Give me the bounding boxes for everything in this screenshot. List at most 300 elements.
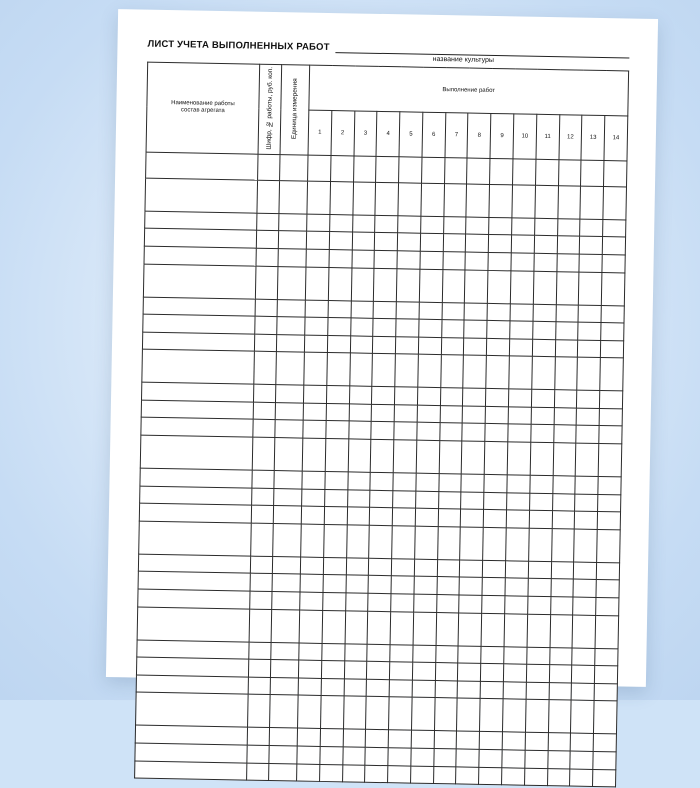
cell-day-2[interactable] bbox=[328, 318, 351, 336]
cell-unit[interactable] bbox=[271, 609, 300, 643]
cell-day-9[interactable] bbox=[485, 406, 508, 424]
cell-unit[interactable] bbox=[276, 352, 305, 386]
cell-day-3[interactable] bbox=[348, 439, 371, 472]
cell-day-4[interactable] bbox=[369, 525, 392, 558]
cell-day-6[interactable] bbox=[419, 302, 442, 320]
cell-day-10[interactable] bbox=[512, 185, 535, 218]
cell-day-4[interactable] bbox=[369, 558, 392, 576]
cell-day-14[interactable] bbox=[601, 305, 624, 323]
cell-unit[interactable] bbox=[278, 231, 306, 249]
cell-day-13[interactable] bbox=[575, 511, 598, 529]
cell-day-5[interactable] bbox=[396, 268, 419, 301]
cell-day-3[interactable] bbox=[350, 336, 373, 354]
cell-shifr[interactable] bbox=[253, 402, 275, 420]
cell-day-5[interactable] bbox=[391, 594, 414, 612]
cell-day-8[interactable] bbox=[456, 767, 479, 785]
cell-day-10[interactable] bbox=[511, 253, 534, 271]
cell-day-14[interactable] bbox=[599, 408, 622, 426]
cell-day-14[interactable] bbox=[600, 358, 623, 391]
cell-day-13[interactable] bbox=[578, 340, 601, 358]
cell-day-1[interactable] bbox=[298, 678, 321, 696]
cell-day-4[interactable] bbox=[365, 747, 388, 765]
cell-day-3[interactable] bbox=[347, 490, 370, 508]
cell-day-6[interactable] bbox=[414, 559, 437, 577]
cell-day-4[interactable] bbox=[370, 472, 393, 490]
day-cell-1[interactable] bbox=[308, 155, 331, 181]
cell-day-13[interactable] bbox=[578, 305, 601, 323]
cell-day-7[interactable] bbox=[437, 577, 460, 595]
cell-day-5[interactable] bbox=[389, 697, 412, 730]
cell-day-10[interactable] bbox=[509, 356, 532, 389]
cell-work-name[interactable] bbox=[135, 725, 247, 745]
cell-unit[interactable] bbox=[279, 213, 307, 231]
cell-day-14[interactable] bbox=[601, 340, 624, 358]
cell-day-2[interactable] bbox=[323, 524, 346, 557]
cell-work-name[interactable] bbox=[136, 657, 248, 677]
cell-day-10[interactable] bbox=[508, 424, 531, 442]
cell-day-12[interactable] bbox=[549, 665, 572, 683]
day-cell-8[interactable] bbox=[467, 158, 490, 184]
cell-day-12[interactable] bbox=[552, 511, 575, 529]
cell-day-7[interactable] bbox=[435, 663, 458, 681]
cell-day-9[interactable] bbox=[484, 492, 507, 510]
cell-day-8[interactable] bbox=[463, 355, 486, 388]
cell-day-7[interactable] bbox=[441, 337, 464, 355]
cell-shifr[interactable] bbox=[247, 728, 269, 746]
cell-work-name[interactable] bbox=[142, 382, 254, 402]
cell-day-7[interactable] bbox=[434, 749, 457, 767]
cell-day-14[interactable] bbox=[603, 186, 626, 219]
cell-day-13[interactable] bbox=[576, 426, 599, 444]
cell-shifr[interactable] bbox=[252, 437, 275, 470]
day-cell-5[interactable] bbox=[399, 157, 422, 183]
cell-day-7[interactable] bbox=[442, 302, 465, 320]
cell-day-8[interactable] bbox=[466, 217, 489, 235]
cell-day-8[interactable] bbox=[466, 184, 489, 217]
cell-day-13[interactable] bbox=[580, 219, 603, 237]
cell-day-10[interactable] bbox=[506, 528, 529, 561]
cell-work-name[interactable] bbox=[138, 554, 250, 574]
cell-day-14[interactable] bbox=[602, 254, 625, 272]
cell-day-3[interactable] bbox=[353, 182, 376, 215]
cell-day-5[interactable] bbox=[393, 473, 416, 491]
cell-day-6[interactable] bbox=[420, 233, 443, 251]
day-cell-4[interactable] bbox=[376, 156, 399, 182]
day-cell-14[interactable] bbox=[604, 160, 627, 186]
cell-day-1[interactable] bbox=[305, 300, 328, 318]
cell-day-8[interactable] bbox=[459, 595, 482, 613]
cell-day-10[interactable] bbox=[503, 664, 526, 682]
cell-day-2[interactable] bbox=[329, 232, 352, 250]
cell-day-8[interactable] bbox=[459, 577, 482, 595]
cell-day-8[interactable] bbox=[461, 492, 484, 510]
cell-day-4[interactable] bbox=[375, 182, 398, 215]
cell-shifr[interactable] bbox=[252, 488, 274, 506]
cell-day-1[interactable] bbox=[304, 335, 327, 353]
cell-day-10[interactable] bbox=[510, 321, 533, 339]
cell-day-12[interactable] bbox=[553, 425, 576, 443]
cell-day-9[interactable] bbox=[487, 338, 510, 356]
cell-day-6[interactable] bbox=[411, 731, 434, 749]
cell-day-4[interactable] bbox=[375, 233, 398, 251]
day-cell-9[interactable] bbox=[490, 158, 513, 184]
cell-day-4[interactable] bbox=[373, 301, 396, 319]
cell-day-11[interactable] bbox=[528, 579, 551, 597]
cell-unit[interactable] bbox=[272, 574, 300, 592]
cell-day-14[interactable] bbox=[595, 615, 618, 648]
cell-day-13[interactable] bbox=[571, 733, 594, 751]
cell-day-13[interactable] bbox=[576, 408, 599, 426]
cell-work-name[interactable] bbox=[145, 211, 257, 231]
cell-day-13[interactable] bbox=[579, 254, 602, 272]
cell-work-name[interactable] bbox=[138, 589, 250, 609]
cell-day-3[interactable] bbox=[344, 643, 367, 661]
cell-day-14[interactable] bbox=[602, 237, 625, 255]
day-cell-3[interactable] bbox=[353, 156, 376, 182]
cell-day-7[interactable] bbox=[434, 731, 457, 749]
cell-day-12[interactable] bbox=[549, 647, 572, 665]
cell-day-2[interactable] bbox=[322, 592, 345, 610]
cell-day-7[interactable] bbox=[440, 355, 463, 388]
cell-day-2[interactable] bbox=[323, 575, 346, 593]
cell-day-11[interactable] bbox=[526, 682, 549, 700]
cell-day-4[interactable] bbox=[374, 250, 397, 268]
cell-work-name[interactable] bbox=[143, 264, 256, 299]
cell-day-5[interactable] bbox=[393, 490, 416, 508]
cell-day-5[interactable] bbox=[388, 765, 411, 783]
cell-day-13[interactable] bbox=[576, 443, 599, 476]
cell-day-12[interactable] bbox=[547, 751, 570, 769]
cell-day-9[interactable] bbox=[480, 681, 503, 699]
cell-day-3[interactable] bbox=[351, 267, 374, 300]
cell-day-4[interactable] bbox=[366, 697, 389, 730]
cell-work-name[interactable] bbox=[137, 640, 249, 660]
cell-day-11[interactable] bbox=[524, 768, 547, 786]
cell-day-6[interactable] bbox=[421, 183, 444, 216]
cell-day-8[interactable] bbox=[463, 388, 486, 406]
cell-day-3[interactable] bbox=[345, 593, 368, 611]
cell-unit[interactable] bbox=[271, 642, 299, 660]
cell-day-1[interactable] bbox=[306, 231, 329, 249]
cell-day-2[interactable] bbox=[321, 678, 344, 696]
cell-day-11[interactable] bbox=[525, 700, 548, 733]
cell-work-name[interactable] bbox=[142, 332, 254, 352]
cell-day-10[interactable] bbox=[507, 442, 530, 475]
cell-day-6[interactable] bbox=[416, 473, 439, 491]
cell-day-2[interactable] bbox=[329, 249, 352, 267]
cell-day-3[interactable] bbox=[343, 696, 366, 729]
cell-day-4[interactable] bbox=[366, 730, 389, 748]
cell-day-9[interactable] bbox=[481, 646, 504, 664]
cell-shifr[interactable] bbox=[250, 574, 272, 592]
cell-day-2[interactable] bbox=[322, 643, 345, 661]
cell-unit[interactable] bbox=[279, 180, 308, 214]
cell-day-6[interactable] bbox=[419, 319, 442, 337]
cell-day-8[interactable] bbox=[458, 663, 481, 681]
cell-day-9[interactable] bbox=[479, 767, 502, 785]
cell-day-6[interactable] bbox=[418, 354, 441, 387]
cell-day-11[interactable] bbox=[530, 475, 553, 493]
cell-day-4[interactable] bbox=[365, 765, 388, 783]
cell-day-5[interactable] bbox=[397, 233, 420, 251]
cell-day-9[interactable] bbox=[487, 303, 510, 321]
cell-day-2[interactable] bbox=[327, 335, 350, 353]
cell-day-4[interactable] bbox=[368, 593, 391, 611]
cell-day-9[interactable] bbox=[484, 441, 507, 474]
cell-day-12[interactable] bbox=[555, 322, 578, 340]
cell-day-5[interactable] bbox=[392, 526, 415, 559]
cell-day-8[interactable] bbox=[461, 509, 484, 527]
cell-day-14[interactable] bbox=[601, 323, 624, 341]
cell-day-2[interactable] bbox=[326, 421, 349, 439]
cell-day-12[interactable] bbox=[556, 304, 579, 322]
cell-day-1[interactable] bbox=[307, 181, 330, 214]
cell-day-7[interactable] bbox=[434, 698, 457, 731]
cell-work-name[interactable] bbox=[141, 400, 253, 420]
cell-work-name[interactable] bbox=[143, 297, 255, 317]
day-cell-11[interactable] bbox=[535, 159, 558, 185]
cell-day-4[interactable] bbox=[373, 318, 396, 336]
cell-day-3[interactable] bbox=[346, 575, 369, 593]
cell-day-1[interactable] bbox=[298, 695, 321, 728]
cell-day-11[interactable] bbox=[534, 253, 557, 271]
cell-day-10[interactable] bbox=[511, 235, 534, 253]
cell-day-7[interactable] bbox=[439, 441, 462, 474]
cell-day-10[interactable] bbox=[509, 339, 532, 357]
cell-day-12[interactable] bbox=[553, 443, 576, 476]
cell-day-4[interactable] bbox=[371, 422, 394, 440]
cell-unit[interactable] bbox=[274, 438, 303, 472]
cell-day-14[interactable] bbox=[595, 666, 618, 684]
cell-day-12[interactable] bbox=[547, 768, 570, 786]
cell-day-4[interactable] bbox=[368, 576, 391, 594]
cell-day-10[interactable] bbox=[508, 389, 531, 407]
cell-work-name[interactable] bbox=[144, 228, 256, 248]
cell-day-8[interactable] bbox=[457, 698, 480, 731]
cell-day-1[interactable] bbox=[305, 317, 328, 335]
cell-day-5[interactable] bbox=[394, 405, 417, 423]
cell-day-4[interactable] bbox=[367, 644, 390, 662]
cell-shifr[interactable] bbox=[251, 523, 274, 556]
cell-day-5[interactable] bbox=[388, 748, 411, 766]
cell-day-10[interactable] bbox=[512, 218, 535, 236]
cell-day-8[interactable] bbox=[456, 749, 479, 767]
cell-day-1[interactable] bbox=[303, 403, 326, 421]
cell-day-12[interactable] bbox=[548, 700, 571, 733]
cell-work-name[interactable] bbox=[140, 486, 252, 506]
cell-day-1[interactable] bbox=[306, 249, 329, 267]
cell-shifr[interactable] bbox=[255, 266, 278, 299]
cell-day-10[interactable] bbox=[502, 767, 525, 785]
cell-day-10[interactable] bbox=[505, 578, 528, 596]
cell-day-13[interactable] bbox=[572, 648, 595, 666]
cell-day-6[interactable] bbox=[415, 526, 438, 559]
cell-day-9[interactable] bbox=[486, 389, 509, 407]
cell-day-3[interactable] bbox=[345, 610, 368, 643]
cell-day-4[interactable] bbox=[371, 404, 394, 422]
cell-unit[interactable] bbox=[274, 488, 302, 506]
cell-day-5[interactable] bbox=[390, 662, 413, 680]
cell-work-name[interactable] bbox=[139, 521, 252, 556]
cell-day-14[interactable] bbox=[596, 580, 619, 598]
cell-day-5[interactable] bbox=[389, 680, 412, 698]
cell-day-13[interactable] bbox=[577, 357, 600, 390]
cell-day-7[interactable] bbox=[438, 509, 461, 527]
cell-day-11[interactable] bbox=[531, 390, 554, 408]
cell-day-3[interactable] bbox=[346, 558, 369, 576]
cell-day-6[interactable] bbox=[415, 491, 438, 509]
cell-day-11[interactable] bbox=[528, 561, 551, 579]
cell-day-14[interactable] bbox=[598, 444, 621, 477]
cell-day-9[interactable] bbox=[485, 424, 508, 442]
cell-day-14[interactable] bbox=[594, 701, 617, 734]
cell-day-8[interactable] bbox=[458, 646, 481, 664]
cell-day-1[interactable] bbox=[304, 352, 327, 385]
cell-day-3[interactable] bbox=[352, 232, 375, 250]
cell-day-7[interactable] bbox=[439, 423, 462, 441]
cell-unit[interactable] bbox=[274, 471, 302, 489]
cell-day-7[interactable] bbox=[436, 595, 459, 613]
cell-day-6[interactable] bbox=[413, 645, 436, 663]
cell-day-7[interactable] bbox=[443, 234, 466, 252]
cell-day-9[interactable] bbox=[479, 732, 502, 750]
cell-day-1[interactable] bbox=[302, 438, 325, 471]
cell-day-13[interactable] bbox=[575, 494, 598, 512]
cell-shifr[interactable] bbox=[256, 248, 278, 266]
cell-day-9[interactable] bbox=[488, 252, 511, 270]
cell-day-7[interactable] bbox=[440, 405, 463, 423]
cell-day-3[interactable] bbox=[352, 250, 375, 268]
cell-day-10[interactable] bbox=[510, 303, 533, 321]
cell-day-8[interactable] bbox=[462, 441, 485, 474]
cell-shifr[interactable] bbox=[253, 420, 275, 438]
cell-day-3[interactable] bbox=[344, 661, 367, 679]
cell-shifr[interactable] bbox=[248, 659, 270, 677]
cell-day-12[interactable] bbox=[554, 390, 577, 408]
cell-day-1[interactable] bbox=[300, 592, 323, 610]
cell-day-5[interactable] bbox=[393, 440, 416, 473]
cell-day-14[interactable] bbox=[597, 529, 620, 562]
cell-day-14[interactable] bbox=[599, 426, 622, 444]
cell-day-2[interactable] bbox=[326, 386, 349, 404]
cell-day-10[interactable] bbox=[503, 699, 526, 732]
cell-day-12[interactable] bbox=[551, 579, 574, 597]
cell-day-14[interactable] bbox=[598, 494, 621, 512]
cell-day-11[interactable] bbox=[526, 664, 549, 682]
cell-day-10[interactable] bbox=[504, 646, 527, 664]
cell-day-1[interactable] bbox=[298, 660, 321, 678]
cell-day-13[interactable] bbox=[575, 476, 598, 494]
cell-day-14[interactable] bbox=[594, 683, 617, 701]
cell-day-8[interactable] bbox=[463, 406, 486, 424]
cell-day-3[interactable] bbox=[342, 764, 365, 782]
cell-work-name[interactable] bbox=[140, 468, 252, 488]
cell-day-5[interactable] bbox=[390, 644, 413, 662]
cell-unit[interactable] bbox=[272, 592, 300, 610]
cell-day-13[interactable] bbox=[570, 751, 593, 769]
cell-day-14[interactable] bbox=[598, 477, 621, 495]
cell-day-7[interactable] bbox=[440, 388, 463, 406]
cell-day-8[interactable] bbox=[461, 474, 484, 492]
cell-day-6[interactable] bbox=[413, 612, 436, 645]
cell-day-2[interactable] bbox=[326, 403, 349, 421]
cell-unit[interactable] bbox=[276, 334, 304, 352]
cell-day-7[interactable] bbox=[443, 252, 466, 270]
cell-day-1[interactable] bbox=[307, 214, 330, 232]
cell-day-2[interactable] bbox=[328, 300, 351, 318]
cell-day-9[interactable] bbox=[483, 560, 506, 578]
cell-day-14[interactable] bbox=[596, 597, 619, 615]
cell-day-1[interactable] bbox=[297, 746, 320, 764]
cell-day-13[interactable] bbox=[571, 683, 594, 701]
cell-day-13[interactable] bbox=[573, 579, 596, 597]
cell-day-11[interactable] bbox=[534, 236, 557, 254]
cell-unit[interactable] bbox=[277, 317, 305, 335]
cell-day-5[interactable] bbox=[398, 215, 421, 233]
cell-day-4[interactable] bbox=[373, 336, 396, 354]
cell-day-11[interactable] bbox=[529, 493, 552, 511]
cell-day-7[interactable] bbox=[433, 766, 456, 784]
cell-day-12[interactable] bbox=[557, 185, 580, 218]
cell-day-10[interactable] bbox=[507, 492, 530, 510]
cell-day-8[interactable] bbox=[465, 252, 488, 270]
cell-day-11[interactable] bbox=[532, 357, 555, 390]
cell-day-4[interactable] bbox=[367, 661, 390, 679]
cell-day-7[interactable] bbox=[435, 645, 458, 663]
cell-unit[interactable] bbox=[269, 763, 297, 781]
cell-shifr[interactable] bbox=[255, 299, 277, 317]
cell-day-2[interactable] bbox=[321, 661, 344, 679]
cell-day-5[interactable] bbox=[395, 387, 418, 405]
cell-day-6[interactable] bbox=[410, 766, 433, 784]
cell-day-9[interactable] bbox=[489, 217, 512, 235]
cell-day-12[interactable] bbox=[552, 493, 575, 511]
cell-day-6[interactable] bbox=[417, 423, 440, 441]
cell-day-1[interactable] bbox=[299, 610, 322, 643]
cell-day-6[interactable] bbox=[421, 216, 444, 234]
cell-day-5[interactable] bbox=[388, 730, 411, 748]
cell-day-5[interactable] bbox=[394, 422, 417, 440]
cell-day-13[interactable] bbox=[574, 562, 597, 580]
cell-day-12[interactable] bbox=[552, 476, 575, 494]
cell-day-3[interactable] bbox=[350, 318, 373, 336]
cell-day-10[interactable] bbox=[506, 510, 529, 528]
cell-day-13[interactable] bbox=[572, 615, 595, 648]
cell-day-9[interactable] bbox=[489, 184, 512, 217]
cell-day-10[interactable] bbox=[504, 613, 527, 646]
cell-day-1[interactable] bbox=[302, 471, 325, 489]
cell-day-4[interactable] bbox=[372, 354, 395, 387]
cell-day-6[interactable] bbox=[417, 405, 440, 423]
cell-day-5[interactable] bbox=[391, 576, 414, 594]
cell-day-13[interactable] bbox=[578, 322, 601, 340]
cell-day-4[interactable] bbox=[370, 508, 393, 526]
cell-day-10[interactable] bbox=[502, 732, 525, 750]
cell-day-11[interactable] bbox=[525, 733, 548, 751]
cell-day-12[interactable] bbox=[556, 271, 579, 304]
cell-day-13[interactable] bbox=[573, 597, 596, 615]
cell-day-1[interactable] bbox=[301, 506, 324, 524]
cell-work-name[interactable] bbox=[135, 761, 247, 781]
cell-day-11[interactable] bbox=[532, 339, 555, 357]
cell-day-6[interactable] bbox=[414, 577, 437, 595]
cell-day-6[interactable] bbox=[411, 748, 434, 766]
cell-day-8[interactable] bbox=[462, 423, 485, 441]
cell-shifr[interactable] bbox=[251, 505, 273, 523]
cell-day-9[interactable] bbox=[482, 578, 505, 596]
cell-day-3[interactable] bbox=[347, 507, 370, 525]
cell-work-name[interactable] bbox=[140, 435, 253, 470]
